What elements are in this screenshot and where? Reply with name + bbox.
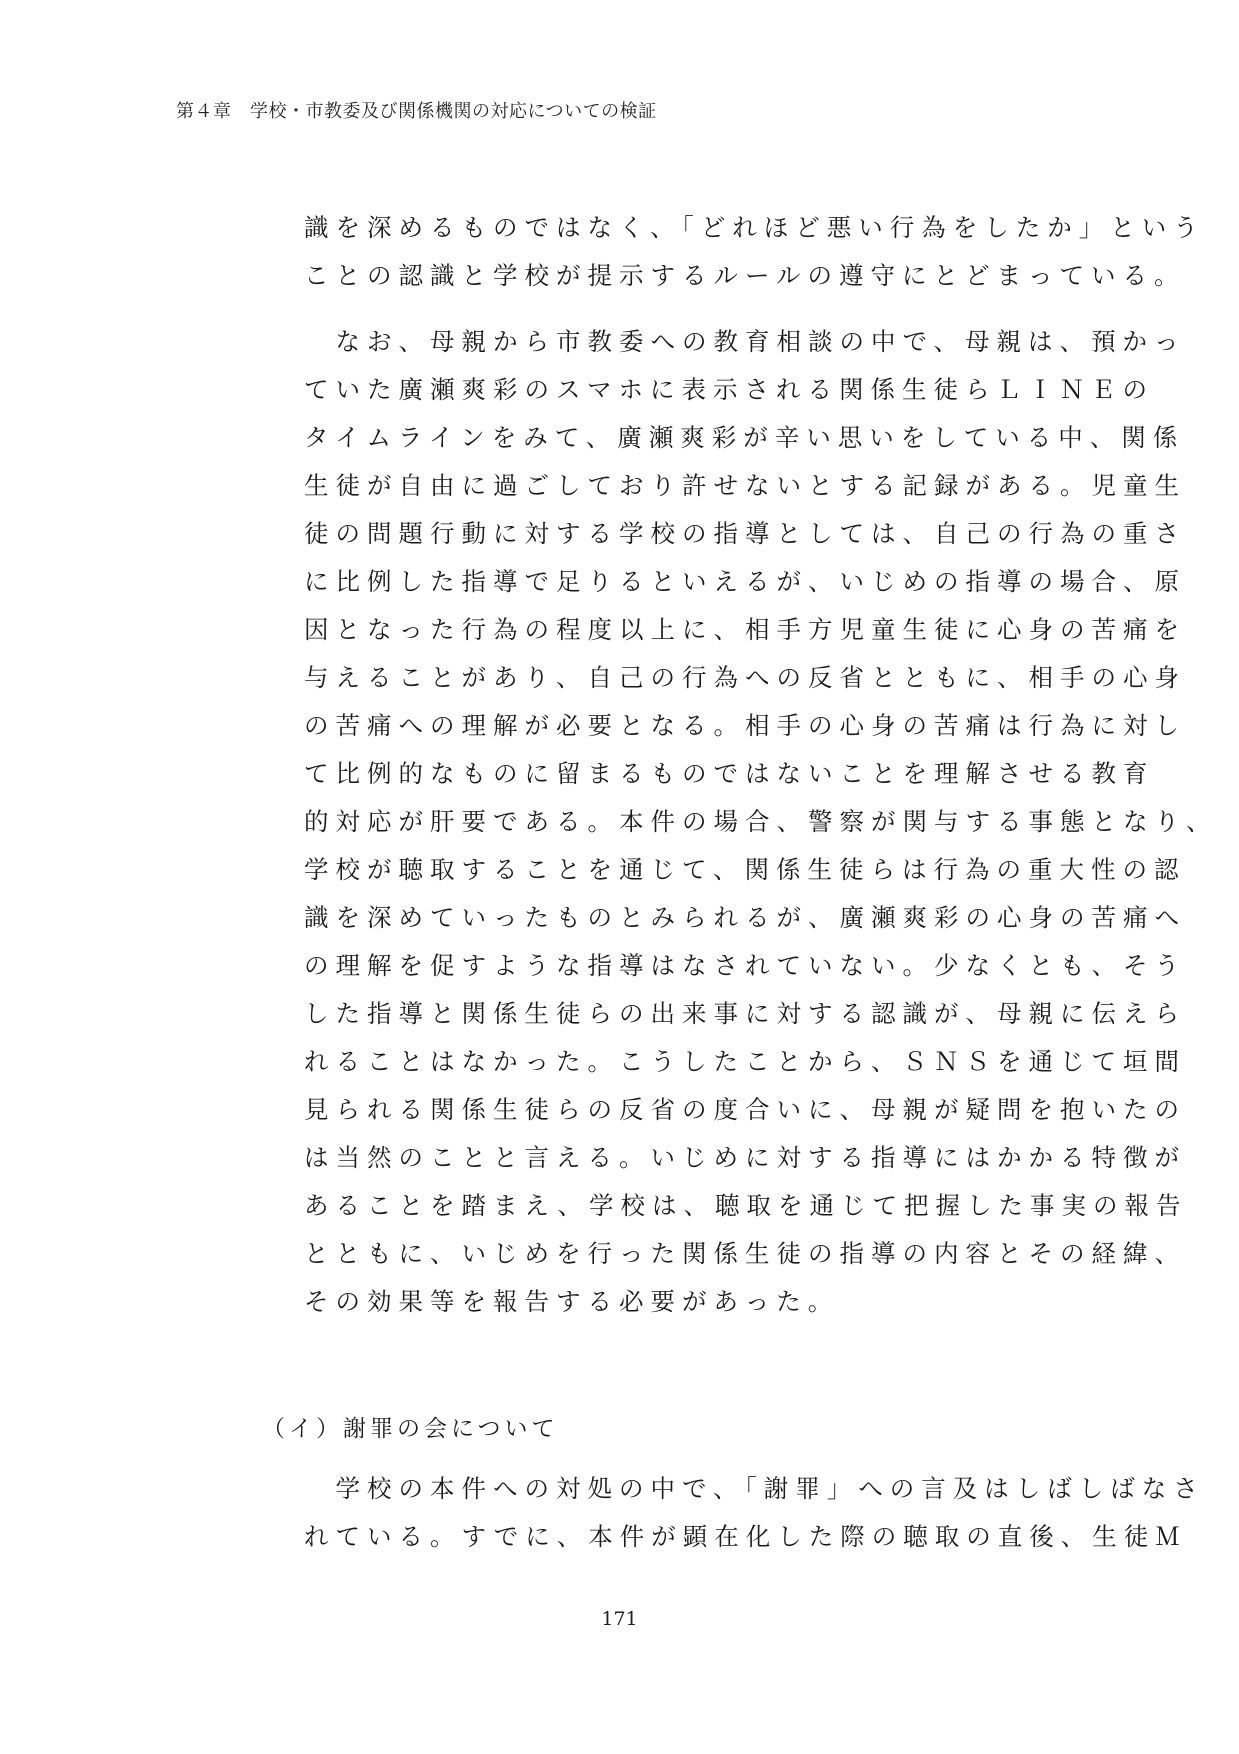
text-line: なお、母親から市教委への教育相談の中で、母親は、預かっ xyxy=(304,327,1186,356)
text-line: 識を深めていったものとみられるが、廣瀬爽彩の心身の苦痛へ xyxy=(304,903,1186,932)
running-header: 第４章 学校・市教委及び関係機関の対応についての検証 xyxy=(176,101,657,122)
text-line: ことの認識と学校が提示するルールの遵守にとどまっている。 xyxy=(304,261,1186,290)
section-heading: （イ）謝罪の会について xyxy=(262,1416,559,1442)
text-line: 因となった行為の程度以上に、相手方児童生徒に心身の苦痛を xyxy=(304,615,1186,644)
text-line: タイムラインをみて、廣瀬爽彩が辛い思いをしている中、関係 xyxy=(304,423,1185,452)
text-line: れている。すでに、本件が顕在化した際の聴取の直後、生徒Ｍ xyxy=(304,1522,1187,1551)
text-line: れることはなかった。こうしたことから、ＳＮＳを通じて垣間 xyxy=(304,1047,1186,1076)
text-line: 生徒が自由に過ごしており許せないとする記録がある。児童生 xyxy=(304,471,1186,500)
text-line: に比例した指導で足りるといえるが、いじめの指導の場合、原 xyxy=(304,567,1186,596)
page-number: 171 xyxy=(601,1608,638,1630)
text-line: 徒の問題行動に対する学校の指導としては、自己の行為の重さ xyxy=(304,519,1186,548)
section-body-text xyxy=(304,1465,1205,1561)
text-line: 的対応が肝要である。本件の場合、警察が関与する事態となり、 xyxy=(304,807,1218,836)
text-line: の理解を促すような指導はなされていない。少なくとも、そう xyxy=(304,951,1186,980)
text-line: の苦痛への理解が必要となる。相手の心身の苦痛は行為に対し xyxy=(304,711,1186,740)
text-line: とともに、いじめを行った関係生徒の指導の内容とその経緯、 xyxy=(304,1239,1186,1268)
text-line: あることを踏まえ、学校は、聴取を通じて把握した事実の報告 xyxy=(304,1191,1188,1220)
text-line: 見られる関係生徒らの反省の度合いに、母親が疑問を抱いたの xyxy=(304,1095,1186,1124)
text-line: した指導と関係生徒らの出来事に対する認識が、母親に伝えら xyxy=(304,999,1186,1028)
text-line: ていた廣瀬爽彩のスマホに表示される関係生徒らＬＩＮＥの xyxy=(304,375,1155,404)
text-line: は当然のことと言える。いじめに対する指導にはかかる特徴が xyxy=(304,1143,1186,1172)
text-line: 与えることがあり、自己の行為への反省とともに、相手の心身 xyxy=(304,663,1186,692)
text-line: 学校の本件への対処の中で、「謝罪」への言及はしばしばなさ xyxy=(304,1474,1205,1503)
text-line: 学校が聴取することを通じて、関係生徒らは行為の重大性の認 xyxy=(304,855,1186,884)
text-line: その効果等を報告する必要があった。 xyxy=(304,1287,840,1316)
text-line: 識を深めるものではなく、「どれほど悪い行為をしたか」という xyxy=(304,213,1205,242)
paragraph-gap xyxy=(304,300,1064,318)
body-text xyxy=(304,204,1218,1326)
text-line: て比例的なものに留まるものではないことを理解させる教育 xyxy=(304,759,1155,788)
